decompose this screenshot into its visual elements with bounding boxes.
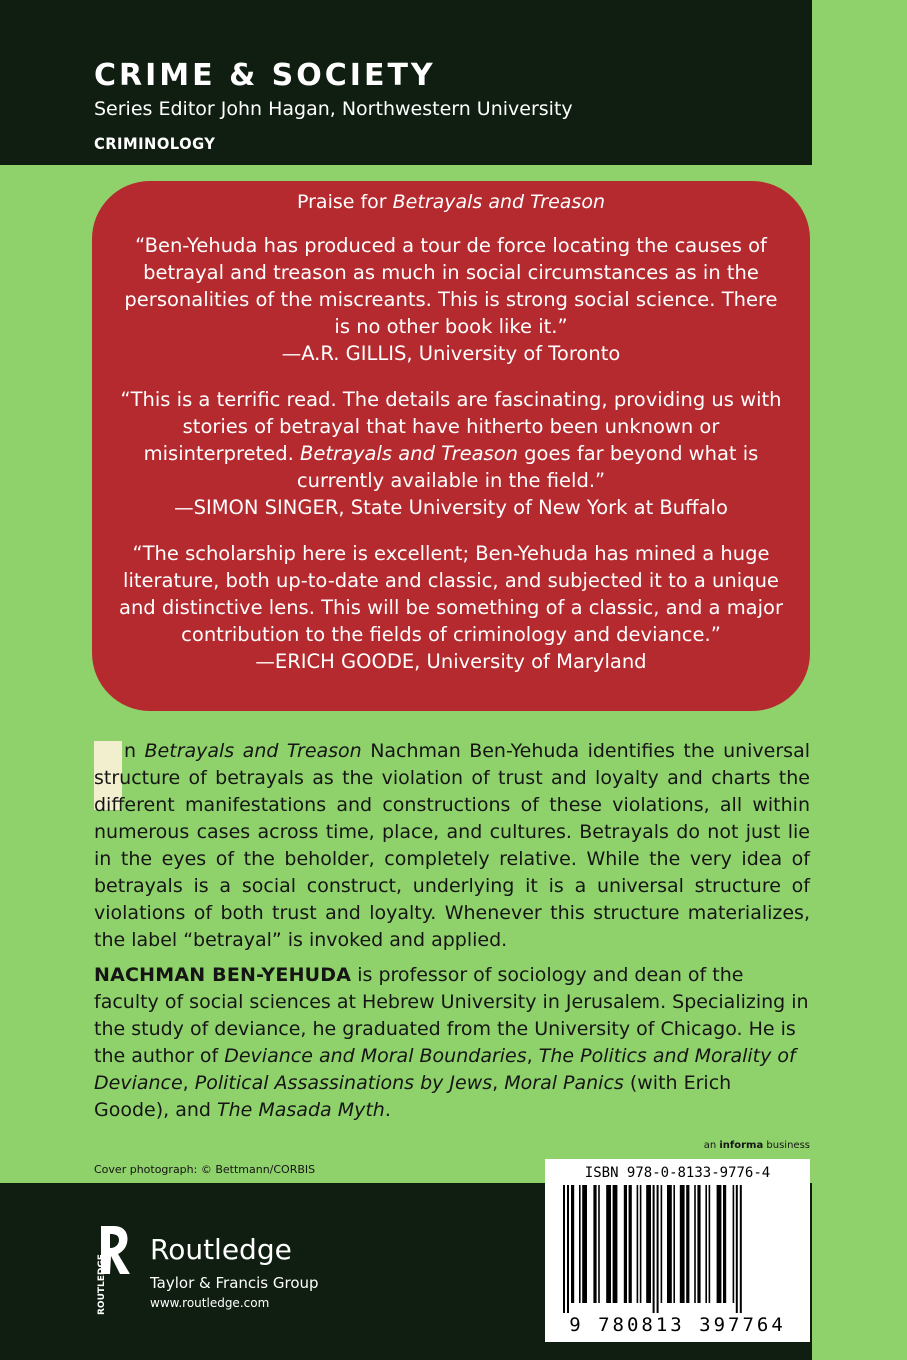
quote-text: “Ben-Yehuda has produced a tour de force locating the causes of betrayal and treason as much in social circumstances as in the personalities of the miscreants. This is strong social science. There is no other book like it.” <box>124 234 778 338</box>
barcode-bar <box>686 1185 689 1303</box>
barcode-bar <box>571 1185 574 1303</box>
barcode-bar <box>563 1185 565 1313</box>
barcode-bar <box>593 1185 596 1303</box>
ean-digits: 9 780813 397764 <box>569 1314 786 1336</box>
praise-box <box>92 181 810 711</box>
barcode-bar <box>673 1185 675 1303</box>
informa-business-tag: an informa business <box>703 1140 810 1151</box>
book-description: n Betrayals and Treason Nachman Ben-Yehuda identifies the universal structure of betrayals as the violation of trust and loyalty and charts the different manifestations and constructions of these violations, all within numerous cases across time, place, and cultures. Betrayals do not just lie in the eyes of the beholder, completely relative. While the very idea of betrayals is a social construct, underlying it is a universal structure of violations of both trust and loyalty. Whenever this structure materializes, the label “betrayal” is invoked and applied. <box>94 740 810 951</box>
barcode-bar <box>694 1185 696 1303</box>
series-title: CRIME & SOCIETY <box>94 58 436 93</box>
series-editor: Series Editor John Hagan, Northwestern University <box>94 98 573 120</box>
barcode-bar <box>606 1185 611 1303</box>
quote-text: “The scholarship here is excellent; Ben-Yehuda has mined a huge literature, both up-to-date and classic, and subjected it to a unique and distinctive lens. This will be something of a classic, and a major contribution to the fields of criminology and deviance.” <box>119 542 783 646</box>
book-title: Betrayals and Treason <box>300 442 518 465</box>
quote-attribution: —SIMON SINGER, State University of New York at Buffalo <box>174 496 728 519</box>
quote-text: “This is a terrific read. The details are fascinating, providing us with stories of betrayal that have hitherto been unknown or misinterpreted. <box>120 388 782 465</box>
barcode-icon <box>555 1185 800 1313</box>
barcode-bar <box>680 1185 685 1303</box>
book-title: Deviance and Moral Boundaries <box>224 1045 527 1067</box>
barcode-bar <box>640 1185 642 1303</box>
isbn-label: ISBN 978-0-8133-9776-4 <box>584 1165 771 1181</box>
barcode-bar <box>637 1185 639 1303</box>
book-title: Political Assassinations by Jews <box>194 1072 493 1094</box>
book-title: The Masada Myth <box>217 1099 385 1121</box>
barcode-bar <box>613 1185 618 1303</box>
book-title: Betrayals and Treason <box>392 191 605 213</box>
header-band <box>0 0 812 165</box>
author-name: NACHMAN BEN-YEHUDA <box>94 964 352 986</box>
barcode-bar <box>657 1185 659 1313</box>
barcode-bar <box>736 1185 738 1313</box>
barcode-bar <box>733 1185 735 1303</box>
book-title: Betrayals and Treason <box>144 740 362 762</box>
barcode-bar <box>705 1185 707 1303</box>
barcode-bar <box>624 1185 627 1303</box>
book-title: Moral Panics <box>504 1072 624 1094</box>
barcode-bar <box>709 1185 711 1303</box>
barcode-bar <box>717 1185 722 1303</box>
category-label: CRIMINOLOGY <box>94 134 216 153</box>
barcode-bar <box>629 1185 632 1303</box>
quote-text: goes far beyond what is currently available in the field.” <box>296 442 759 492</box>
barcode-bar <box>653 1185 655 1313</box>
praise-quote <box>114 540 788 675</box>
author-bio: NACHMAN BEN-YEHUDA is professor of sociology and dean of the faculty of social sciences at Hebrew University in Jerusalem. Specializing in the study of deviance, he graduated from the University of Chicago. He is the author of Deviance and Moral Boundaries, The Politics and Morality of Deviance, Political Assassinations by Jews, Moral Panics (with Erich Goode), and The Masada Myth. <box>94 964 809 1121</box>
barcode-bar <box>598 1185 600 1303</box>
publisher-group: Taylor & Francis Group <box>150 1274 319 1292</box>
publisher-name: Routledge <box>150 1233 292 1266</box>
barcode-bar <box>646 1185 651 1303</box>
barcode-bar <box>567 1185 569 1313</box>
routledge-vertical-text: ROUTLEDGE <box>97 1254 107 1315</box>
book-title: The Politics and Morality of Deviance <box>94 1045 796 1094</box>
quote-attribution: —ERICH GOODE, University of Maryland <box>255 650 647 673</box>
photo-credit: Cover photograph: © Bettmann/CORBIS <box>94 1163 316 1176</box>
barcode-bar <box>697 1185 700 1303</box>
barcode-panel <box>545 1159 810 1342</box>
barcode-bar <box>579 1185 581 1303</box>
praise-quote <box>114 386 788 521</box>
barcode-bar <box>582 1185 587 1303</box>
cover-margin-strip <box>812 0 907 1360</box>
barcode-bar <box>661 1185 663 1303</box>
routledge-logo-icon <box>92 1222 132 1316</box>
publisher-url: www.routledge.com <box>150 1296 270 1310</box>
barcode-bar <box>740 1185 742 1313</box>
praise-heading: Praise for Betrayals and Treason <box>296 191 605 213</box>
quote-attribution: —A.R. GILLIS, University of Toronto <box>281 342 621 365</box>
barcode-bar <box>667 1185 672 1303</box>
barcode-bar <box>723 1185 726 1303</box>
praise-quote <box>114 232 788 367</box>
